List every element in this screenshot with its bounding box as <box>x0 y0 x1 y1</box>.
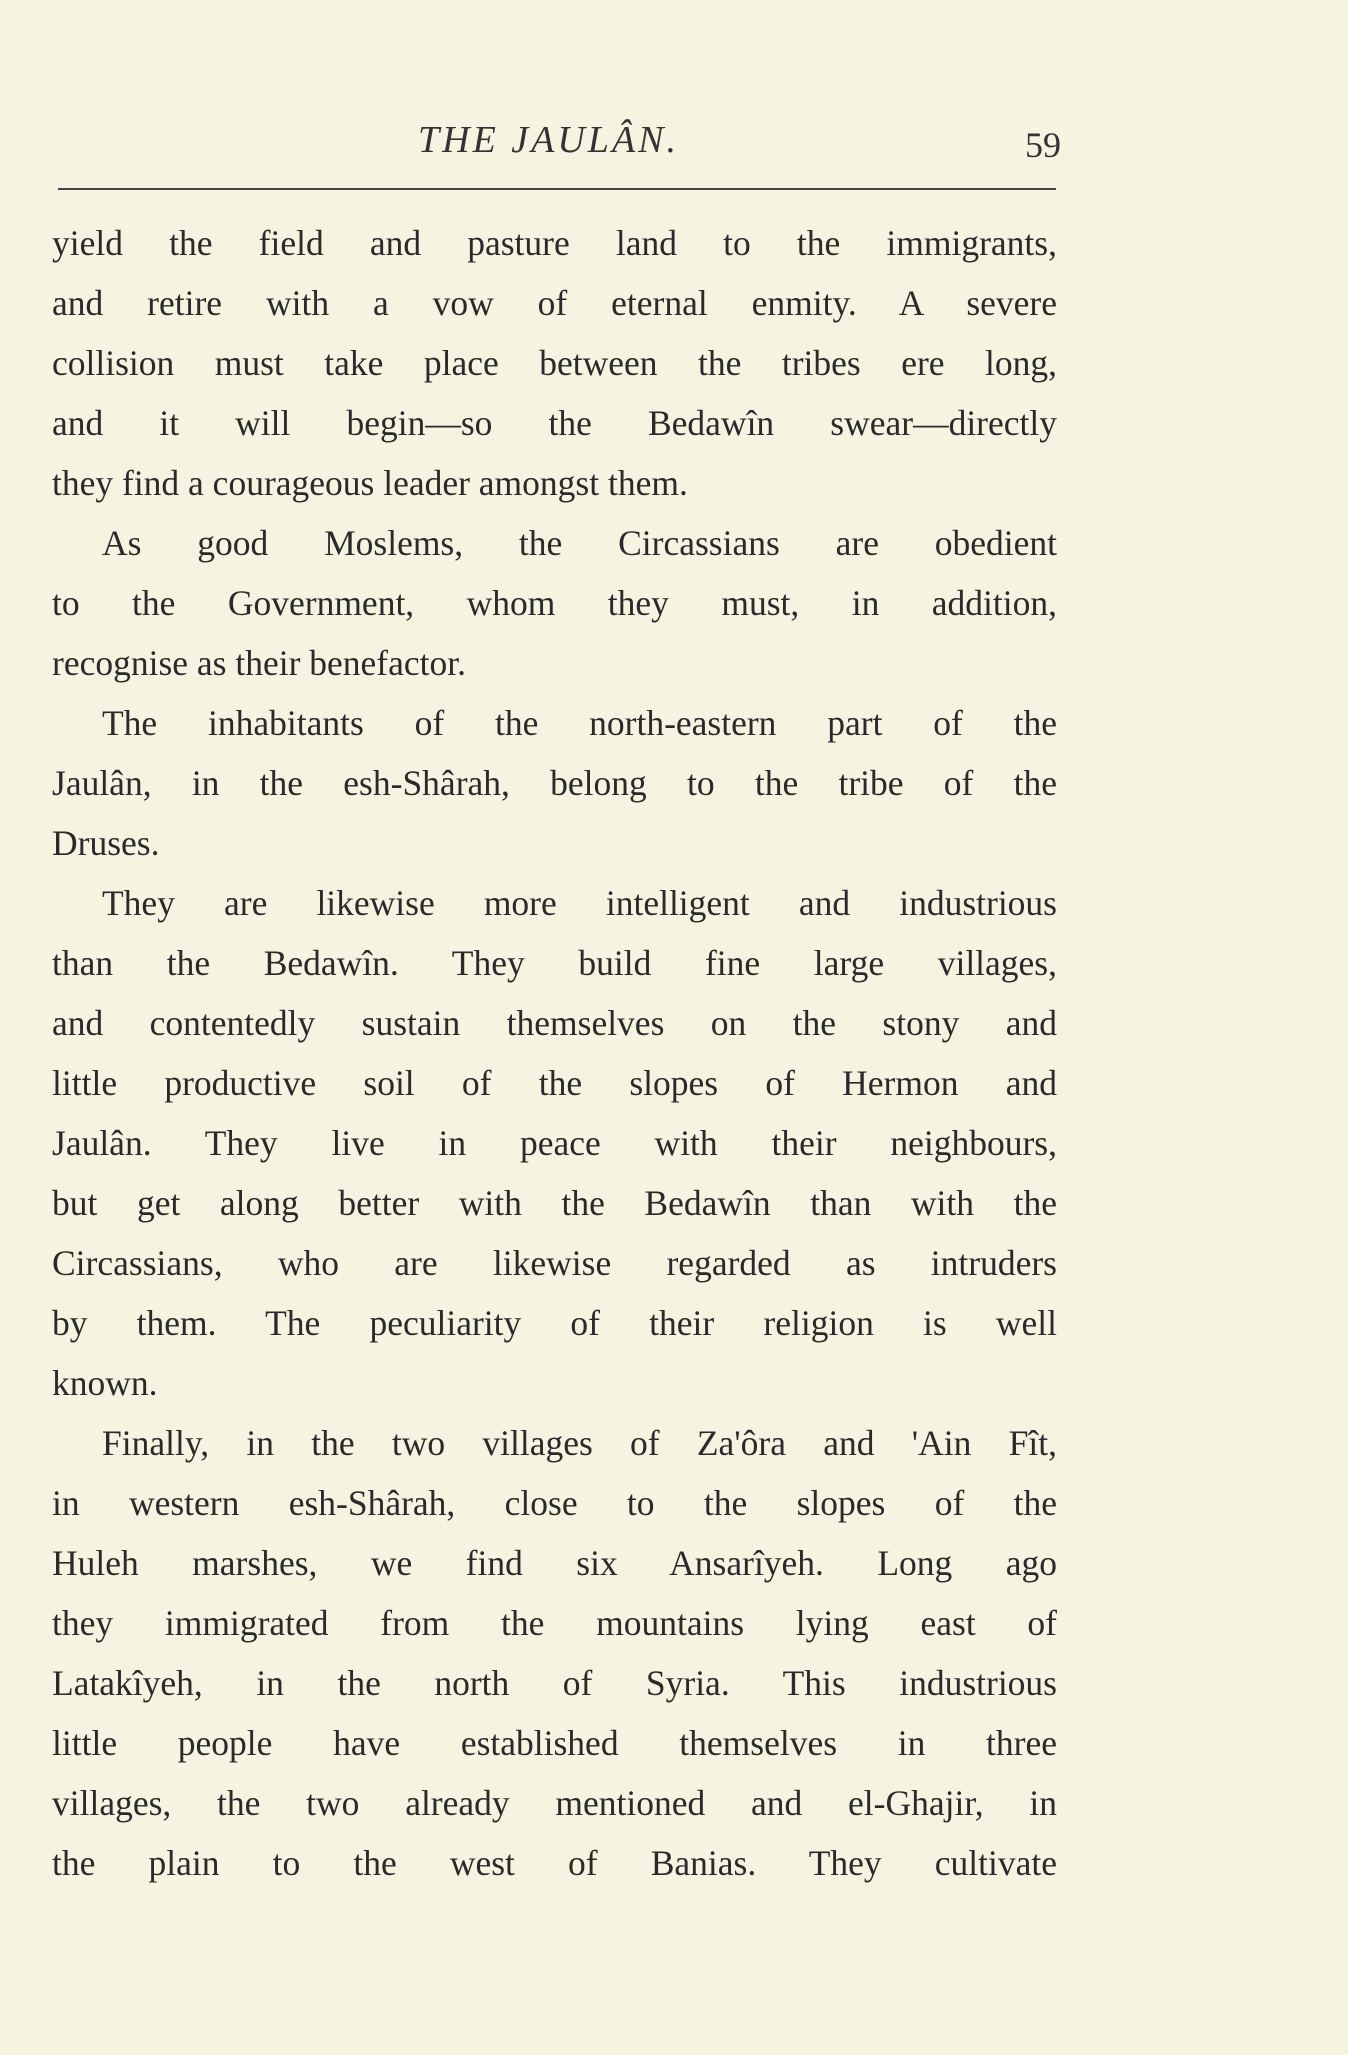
text-line: Circassians, who are likewise regarded as intruders <box>52 1243 1057 1283</box>
paragraph <box>52 1413 1057 1893</box>
text-line: Jaulân, in the esh-Shârah, belong to the tribe of the <box>52 763 1057 803</box>
text-line: the plain to the west of Banias. They cultivate <box>52 1843 1057 1883</box>
header-rule <box>58 188 1056 190</box>
running-title: THE JAULÂN. <box>418 119 679 161</box>
running-head <box>0 118 1348 168</box>
text-line: recognise as their benefactor. <box>52 643 466 683</box>
text-line: Jaulân. They live in peace with their neighbours, <box>52 1123 1057 1163</box>
text-line: they find a courageous leader amongst them. <box>52 463 688 503</box>
text-line: and retire with a vow of eternal enmity. A severe <box>52 283 1057 323</box>
text-line: little people have established themselves in three <box>52 1723 1057 1763</box>
text-line: Finally, in the two villages of Za'ôra and 'Ain Fît, <box>102 1423 1057 1463</box>
text-line: Latakîyeh, in the north of Syria. This industrious <box>52 1663 1057 1703</box>
text-line: The inhabitants of the north-eastern part of the <box>102 703 1057 743</box>
text-line: Druses. <box>52 823 160 863</box>
paragraph <box>52 873 1057 1413</box>
text-line: yield the field and pasture land to the immigrants, <box>52 223 1057 263</box>
text-line: they immigrated from the mountains lying east of <box>52 1603 1057 1643</box>
text-line: They are likewise more intelligent and industrious <box>102 883 1057 923</box>
paragraph <box>52 513 1057 693</box>
text-line: but get along better with the Bedawîn than with the <box>52 1183 1057 1223</box>
text-line: villages, the two already mentioned and el-Ghajir, in <box>52 1783 1057 1823</box>
text-line: little productive soil of the slopes of Hermon and <box>52 1063 1057 1103</box>
text-line: Huleh marshes, we find six Ansarîyeh. Long ago <box>52 1543 1057 1583</box>
text-line: and it will begin—so the Bedawîn swear—directly <box>52 403 1057 443</box>
text-line: in western esh-Shârah, close to the slopes of the <box>52 1483 1057 1523</box>
text-line: known. <box>52 1363 158 1403</box>
text-line: collision must take place between the tribes ere long, <box>52 343 1057 383</box>
paragraph <box>52 693 1057 873</box>
text-line: than the Bedawîn. They build fine large villages, <box>52 943 1057 983</box>
text-line: by them. The peculiarity of their religion is well <box>52 1303 1057 1343</box>
page-number: 59 <box>1025 125 1061 165</box>
body-text <box>52 213 1057 1893</box>
paragraph <box>52 213 1057 513</box>
text-line: to the Government, whom they must, in addition, <box>52 583 1057 623</box>
text-line: and contentedly sustain themselves on the stony and <box>52 1003 1057 1043</box>
text-line: As good Moslems, the Circassians are obedient <box>102 523 1057 563</box>
